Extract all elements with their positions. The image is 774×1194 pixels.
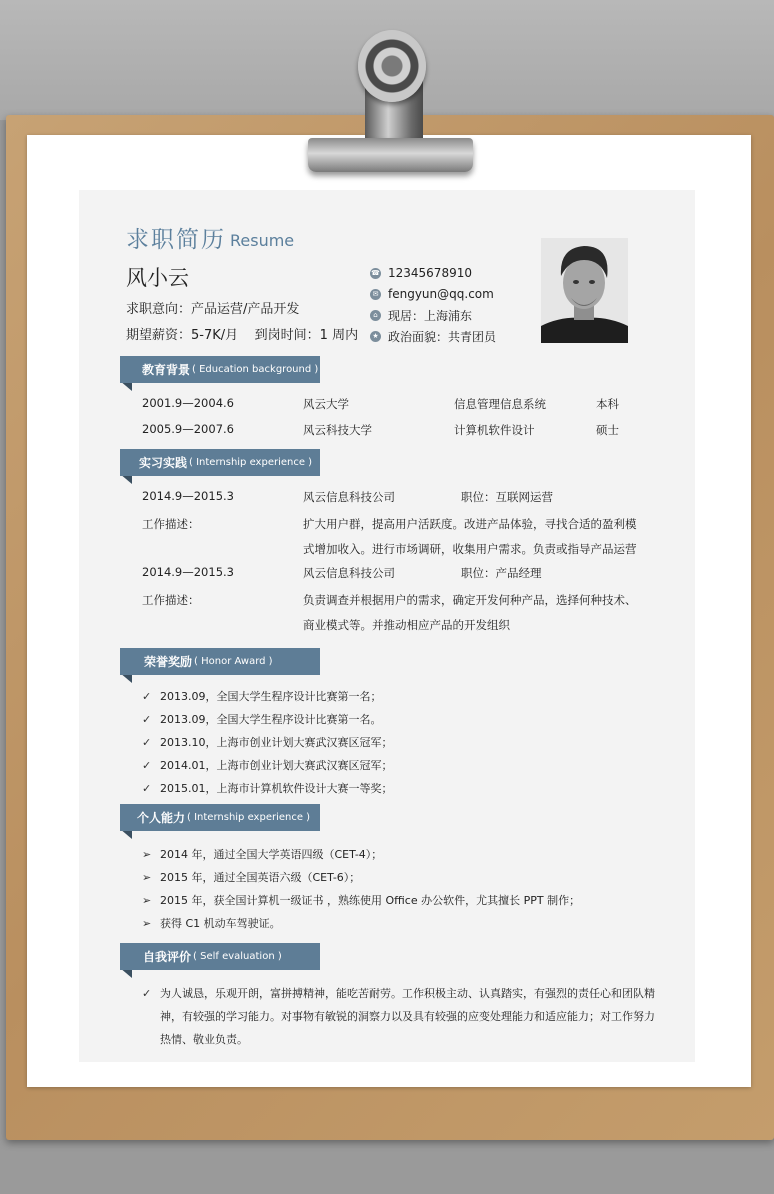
resume-title-en: Resume (230, 231, 295, 250)
contact-phone (370, 266, 472, 280)
check-icon: ✓ (142, 736, 152, 749)
self-eval-line: 热情、敬业负责。 (160, 1033, 248, 1046)
edu-degree: 硕士 (596, 423, 619, 437)
contact-email (370, 287, 494, 301)
section-title: 实习实践 (139, 456, 188, 470)
job-period: 2014.9—2015.3 (142, 565, 234, 579)
salary-expectation: 期望薪资：5-7K/月 到岗时间：1 周内 (126, 328, 359, 343)
section-skills (120, 804, 320, 831)
job-period: 2014.9—2015.3 (142, 489, 234, 503)
skill-item: ➢ 2015 年，获全国计算机一级证书 ，熟练使用 Office 办公软件，尤其擅长 PPT 制作； (142, 894, 581, 907)
arrow-icon: ➢ (142, 848, 152, 861)
check-icon: ✓ (142, 782, 152, 795)
job-intent: 求职意向：产品运营/产品开发 (126, 302, 300, 317)
job-company: 风云信息科技公司 (303, 566, 395, 580)
honor-item: ✓ 2013.10，上海市创业计划大赛武汉赛区冠军； (142, 736, 393, 749)
check-icon: ✓ (142, 987, 152, 1000)
skill-item: ➢ 2015 年，通过全国英语六级（CET-6）； (142, 871, 361, 884)
arrow-icon: ➢ (142, 917, 152, 930)
edu-school: 风云大学 (303, 397, 349, 411)
edu-period: 2005.9—2007.6 (142, 422, 234, 436)
edu-school: 风云科技大学 (303, 423, 372, 437)
job-desc-line: 扩大用户群，提高用户活跃度。改进产品体验，寻找合适的盈利模 (303, 517, 637, 531)
contact-location (370, 307, 472, 324)
email-icon: ✉ (370, 289, 381, 300)
check-icon: ✓ (142, 690, 152, 703)
honor-item: ✓ 2013.09，全国大学生程序设计比赛第一名； (142, 690, 382, 703)
section-title: 自我评价 (143, 950, 192, 964)
job-position: 职位：互联网运营 (461, 490, 553, 504)
job-desc-line: 负责调查并根据用户的需求，确定开发何种产品，选择何种技术、 (303, 593, 637, 607)
job-desc-label: 工作描述： (142, 593, 200, 607)
clip-base (308, 138, 473, 172)
section-title-en: ( Self evaluation ) (193, 951, 282, 962)
section-self-eval (120, 943, 320, 970)
job-desc-line: 商业模式等。并推动相应产品的开发组织 (303, 618, 510, 632)
location-text: 现居：上海浦东 (388, 309, 473, 323)
skill-item: ➢ 2014 年，通过全国大学英语四级（CET-4）； (142, 848, 383, 861)
skill-item: ➢ 获得 C1 机动车驾驶证。 (142, 917, 281, 930)
clip-ring (358, 30, 426, 102)
politics-icon: ★ (370, 331, 381, 342)
edu-period: 2001.9—2004.6 (142, 396, 234, 410)
phone-text: 12345678910 (388, 266, 472, 280)
section-title-en: ( Honor Award ) (194, 656, 273, 667)
section-honors (120, 648, 320, 675)
section-internship (120, 449, 320, 476)
section-title-en: ( Internship experience ) (189, 457, 313, 468)
job-desc-label: 工作描述： (142, 517, 200, 531)
section-education (120, 356, 320, 383)
resume-title: 求职简历 (126, 227, 226, 253)
edu-major: 信息管理信息系统 (454, 397, 546, 411)
job-position: 职位：产品经理 (461, 566, 542, 580)
job-company: 风云信息科技公司 (303, 490, 395, 504)
honor-item: ✓ 2014.01，上海市创业计划大赛武汉赛区冠军； (142, 759, 393, 772)
self-eval-line: ✓ 为人诚恳，乐观开朗，富拼搏精神，能吃苦耐劳。工作积极主动、认真踏实，有强烈的责任心和团队精 (142, 987, 655, 1000)
section-title: 教育背景 (142, 363, 191, 377)
honor-item: ✓ 2013.09，全国大学生程序设计比赛第一名。 (142, 713, 382, 726)
location-icon: ⌂ (370, 310, 381, 321)
section-title-en: ( Internship experience ) (187, 812, 311, 823)
arrow-icon: ➢ (142, 871, 152, 884)
check-icon: ✓ (142, 713, 152, 726)
email-text: fengyun@qq.com (388, 287, 494, 301)
check-icon: ✓ (142, 759, 152, 772)
profile-photo (541, 238, 628, 343)
section-title: 荣誉奖励 (144, 655, 193, 669)
job-desc-line: 式增加收入。进行市场调研，收集用户需求。负责或指导产品运营 (303, 542, 637, 556)
politics-text: 政治面貌：共青团员 (388, 330, 497, 344)
contact-politics (370, 328, 496, 345)
edu-degree: 本科 (596, 397, 619, 411)
honor-item: ✓ 2015.01，上海市计算机软件设计大赛一等奖； (142, 782, 393, 795)
self-eval-line: 神，有较强的学习能力。对事物有敏锐的洞察力以及具有较强的应变处理能力和适应能力；对工作努力 (160, 1010, 655, 1023)
candidate-name: 风小云 (126, 266, 189, 290)
section-title: 个人能力 (137, 811, 186, 825)
phone-icon: ☎ (371, 268, 380, 277)
arrow-icon: ➢ (142, 894, 152, 907)
section-title-en: ( Education background ) (192, 364, 319, 375)
edu-major: 计算机软件设计 (454, 423, 535, 437)
